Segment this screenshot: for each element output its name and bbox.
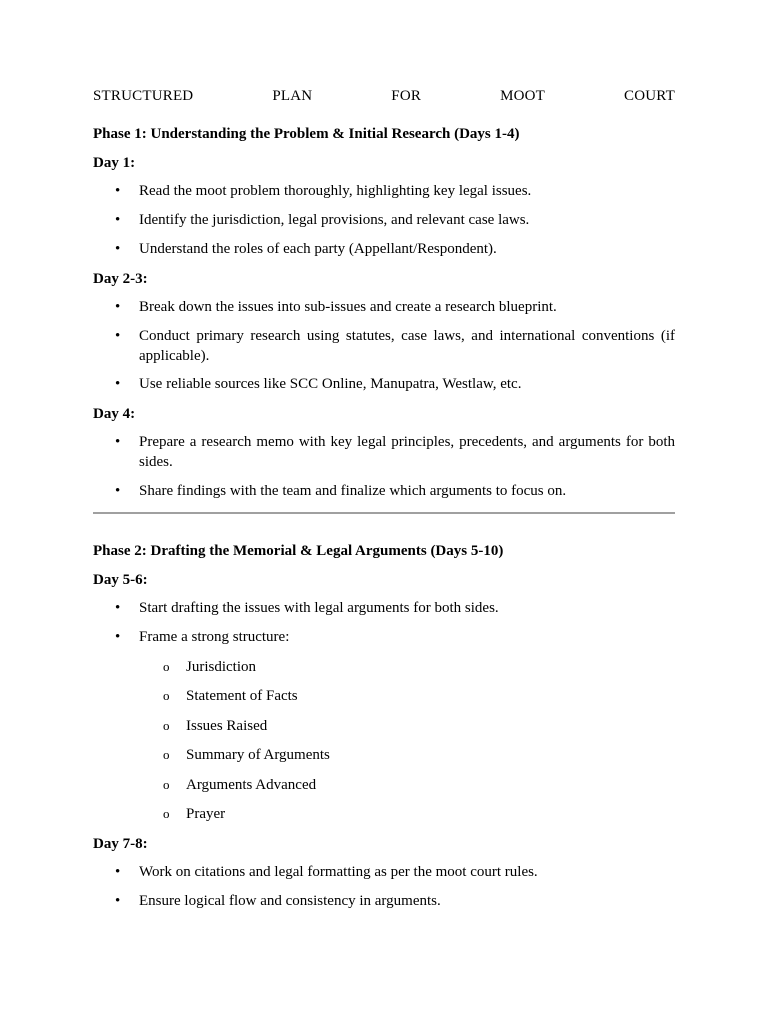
title-word: PLAN xyxy=(272,88,313,104)
title-word: MOOT xyxy=(500,88,546,104)
bullet-marker: • xyxy=(115,183,121,199)
day4-heading: Day 4: xyxy=(93,406,136,422)
sub-list-item: o Prayer xyxy=(163,806,226,822)
sub-bullet-marker: o xyxy=(163,659,170,674)
bullet-marker: • xyxy=(115,483,121,499)
bullet-marker: • xyxy=(115,299,121,315)
phase1-heading: Phase 1: Understanding the Problem & Initial Research (Days 1-4) xyxy=(93,126,520,142)
bullet-marker: • xyxy=(115,328,121,344)
sub-bullet-marker: o xyxy=(163,777,170,792)
title-word: STRUCTURED xyxy=(93,88,194,104)
list-item: • Start drafting the issues with legal arguments for both sides. xyxy=(93,599,675,619)
sub-list-item: o Arguments Advanced xyxy=(163,777,317,793)
list-item: • Break down the issues into sub-issues and create a research blueprint. xyxy=(93,298,675,318)
title-word: COURT xyxy=(624,88,675,104)
day7-8-heading: Day 7-8: xyxy=(93,836,148,852)
bullet-marker: • xyxy=(115,600,121,616)
sub-bullet-marker: o xyxy=(163,718,170,733)
list-item: • Frame a strong structure: xyxy=(93,628,675,648)
bullet-marker: • xyxy=(115,212,121,228)
bullet-marker: • xyxy=(115,629,121,645)
list-item: • Prepare a research memo with key legal principles, precedents, and arguments for both sides. xyxy=(115,434,675,470)
list-item: • Ensure logical flow and consistency in arguments. xyxy=(93,892,675,912)
list-item: • Work on citations and legal formatting as per the moot court rules. xyxy=(93,863,675,883)
phase2-heading: Phase 2: Drafting the Memorial & Legal Arguments (Days 5-10) xyxy=(93,543,504,559)
sub-list-item: o Statement of Facts xyxy=(163,688,298,704)
list-item: • Read the moot problem thoroughly, highlighting key legal issues. xyxy=(93,182,675,202)
sub-bullet-marker: o xyxy=(163,747,170,762)
list-item: • Conduct primary research using statutes, case laws, and international conventions (if applicable). xyxy=(115,328,675,364)
sub-list-item: o Summary of Arguments xyxy=(163,747,330,763)
list-item: • Use reliable sources like SCC Online, Manupatra, Westlaw, etc. xyxy=(93,375,675,395)
sub-list-item: o Jurisdiction xyxy=(163,659,256,675)
day1-heading: Day 1: xyxy=(93,155,136,171)
day5-6-heading: Day 5-6: xyxy=(93,572,148,588)
sub-bullet-marker: o xyxy=(163,806,170,821)
list-item: • Identify the jurisdiction, legal provisions, and relevant case laws. xyxy=(93,211,675,231)
bullet-marker: • xyxy=(115,376,121,392)
bullet-marker: • xyxy=(115,241,121,257)
list-item: • Share findings with the team and finalize which arguments to focus on. xyxy=(93,482,675,502)
document-title xyxy=(93,87,675,105)
bullet-marker: • xyxy=(115,893,121,909)
day2-3-heading: Day 2-3: xyxy=(93,271,148,287)
sub-list-item: o Issues Raised xyxy=(163,718,268,734)
title-word: FOR xyxy=(391,88,422,104)
sub-bullet-marker: o xyxy=(163,688,170,703)
section-divider xyxy=(93,512,675,514)
bullet-marker: • xyxy=(115,434,121,450)
bullet-marker: • xyxy=(115,864,121,880)
list-item: • Understand the roles of each party (Appellant/Respondent). xyxy=(93,240,675,260)
